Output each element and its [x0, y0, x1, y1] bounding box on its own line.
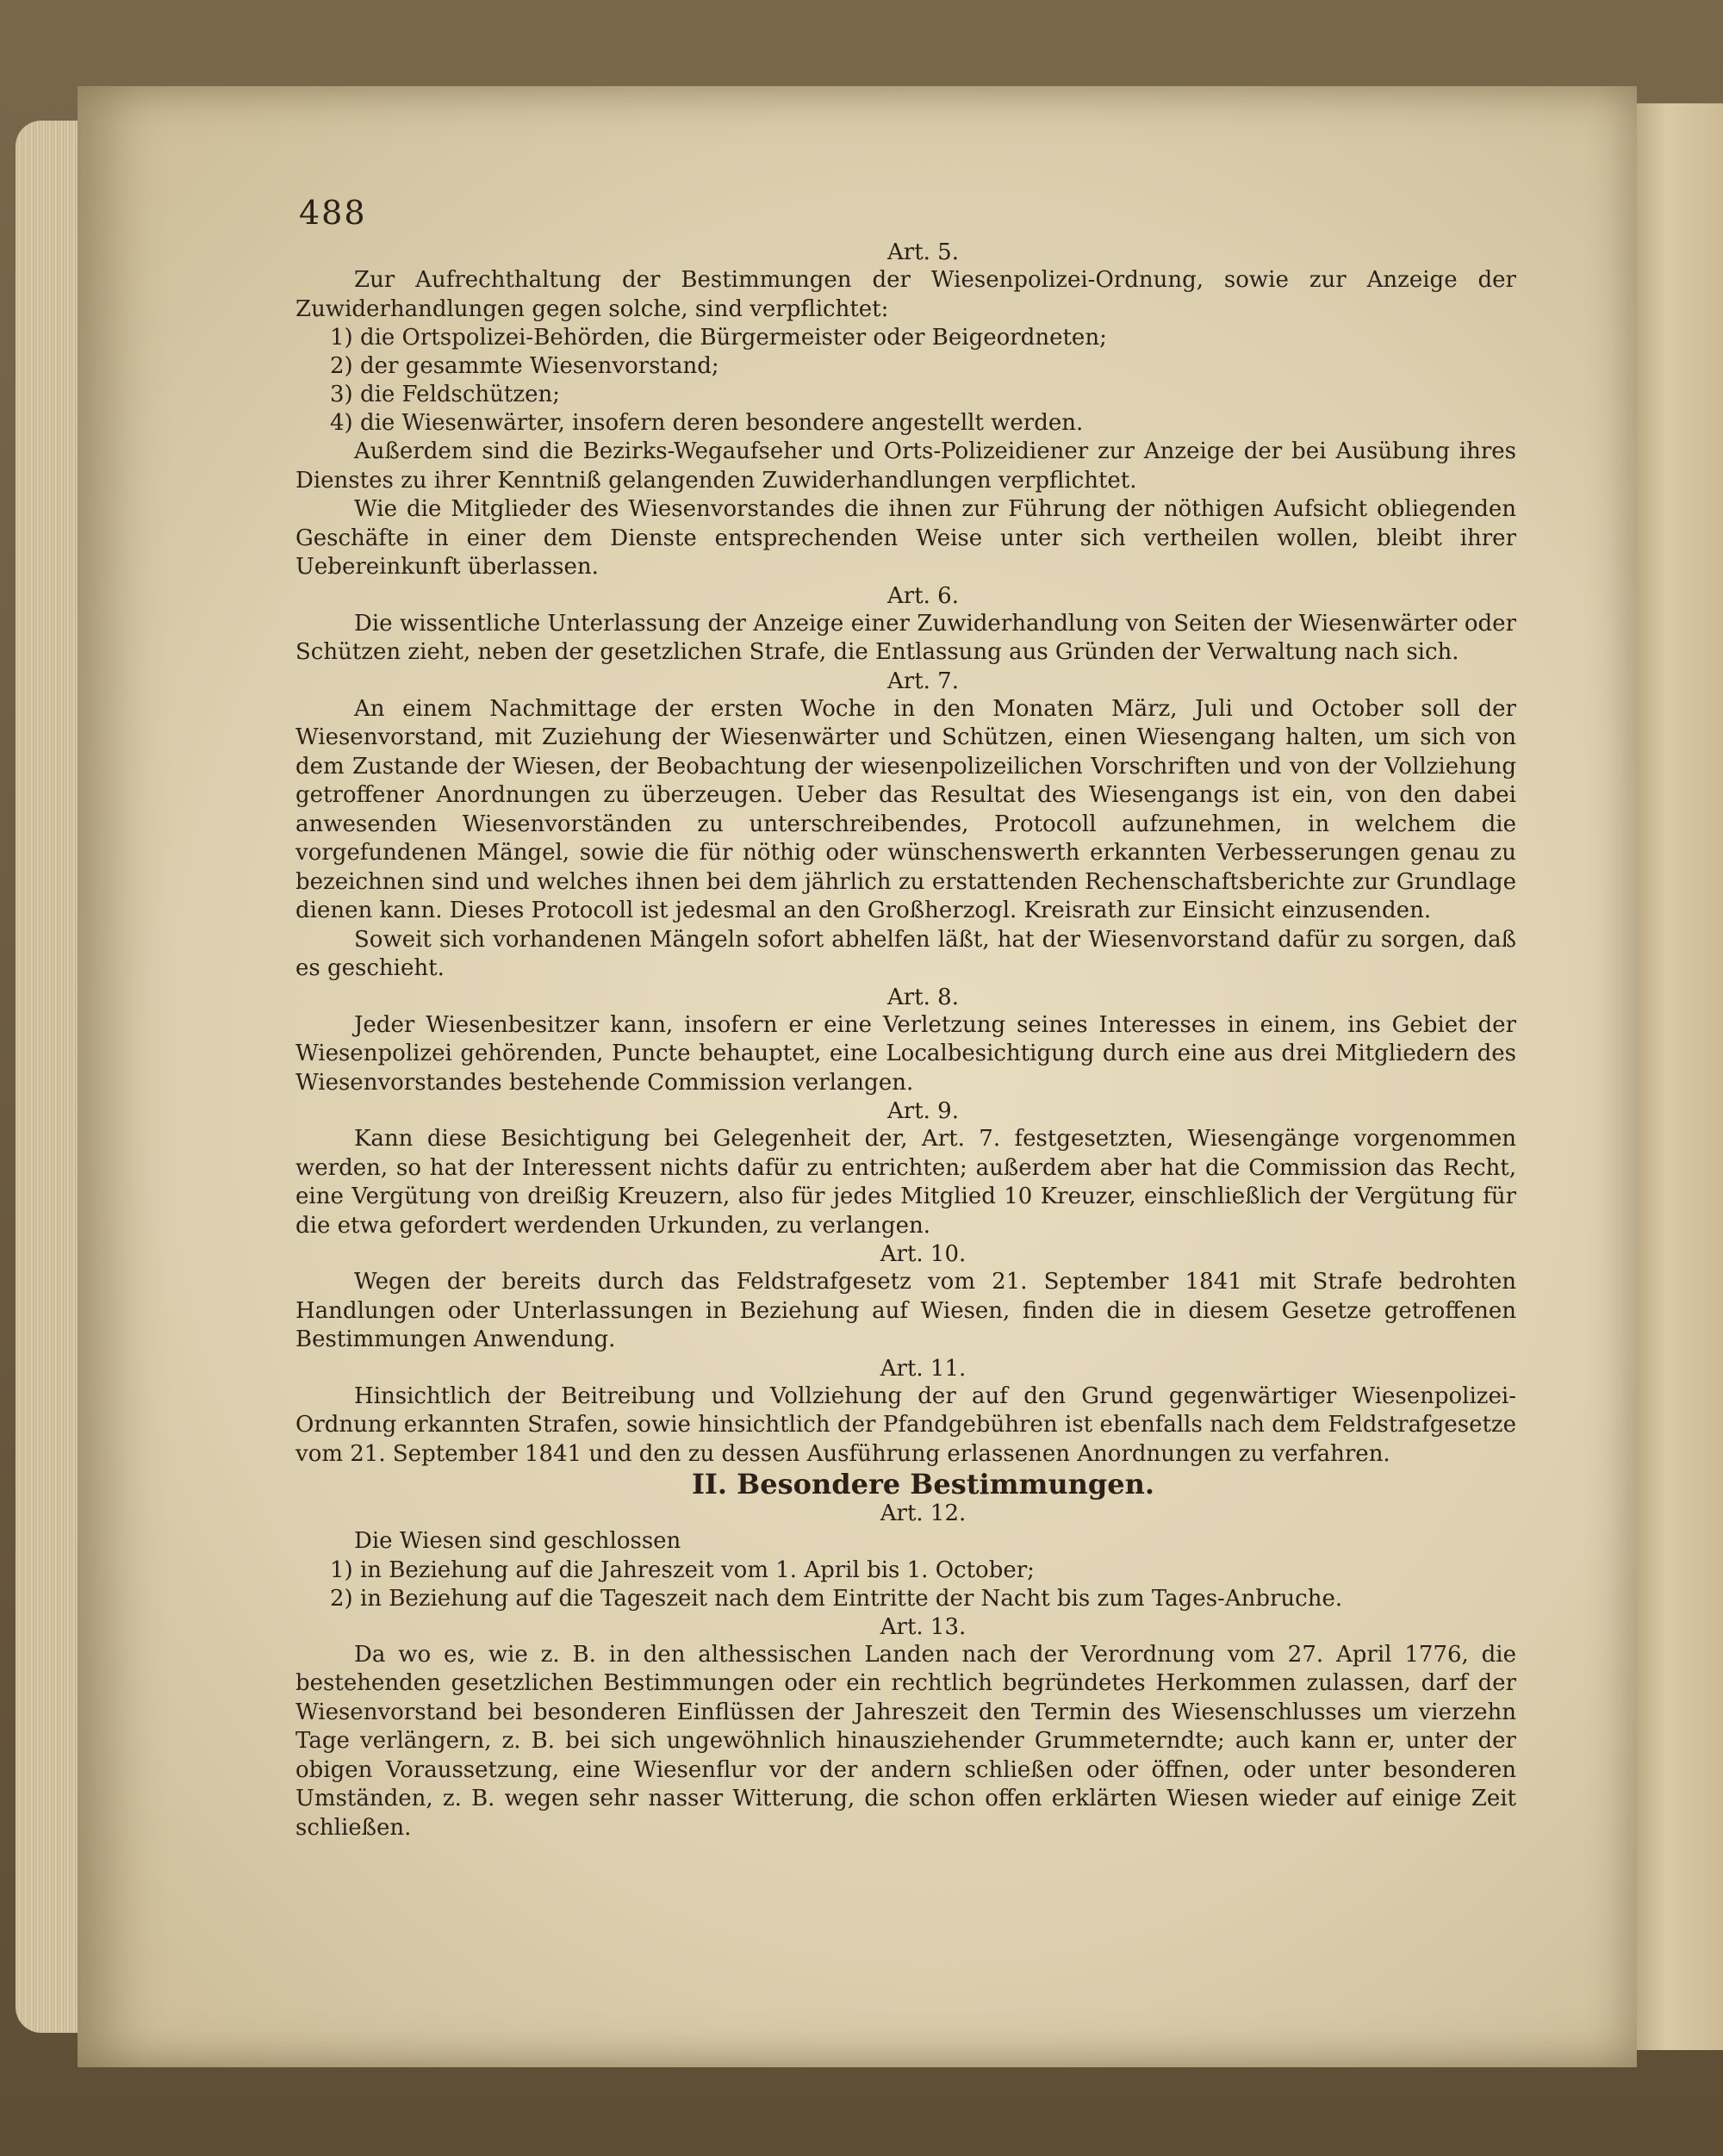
article-heading: Art. 10. — [880, 1241, 967, 1267]
article-heading: Art. 6. — [887, 582, 959, 609]
article-heading: Art. 11. — [880, 1355, 967, 1382]
list-item: 2) der gesammte Wiesenvorstand; — [330, 353, 719, 379]
paragraph: Jeder Wiesenbesitzer kann, insofern er eine Verletzung seines Interesses in einem, ins Gebiet der Wiesenpolizei gehörenden, Puncte behauptet, eine Localbesichtigung durch eine aus drei Mitgliedern des Wiesenvorstandes bestehende Commission verlangen. — [295, 1011, 1516, 1096]
article-heading: Art. 5. — [887, 239, 959, 265]
paragraph: Da wo es, wie z. B. in den althessischen Landen nach der Verordnung vom 27. April 1776, die bestehenden gesetzlichen Bestimmungen oder ein rechtlich begründetes Herkommen zulassen, darf der Wiesenvorstand bei besonderen Einflüssen der Jahreszeit den Termin des Wiesenschlusses um vierzehn Tage verlängern, z. B. bei sich ungewöhnlich hinausziehender Grummeterndte; auch kann er, unter der obigen Voraussetzung, eine Wiesenflur vor der andern schließen oder öffnen, oder unter besonderen Umständen, z. B. wegen sehr nasser Witterung, die schon offen erklärten Wiesen wieder auf einige Zeit schließen. — [295, 1641, 1516, 1841]
list-item: 2) in Beziehung auf die Tageszeit nach dem Eintritte der Nacht bis zum Tages-Anbruche. — [330, 1585, 1343, 1612]
paragraph: Außerdem sind die Bezirks-Wegaufseher und Orts-Polizeidiener zur Anzeige der bei Ausübung ihres Dienstes zu ihrer Kenntniß gelangenden Zuwiderhandlungen verpflichtet. — [295, 438, 1516, 494]
article-8 — [295, 984, 1516, 1098]
article-heading: Art. 9. — [887, 1098, 959, 1124]
paragraph: Zur Aufrechthaltung der Bestimmungen der Wiesenpolizei-Ordnung, sowie zur Anzeige der Zuwiderhandlungen gegen solche, sind verpflichtet: — [295, 267, 1516, 322]
article-10 — [295, 1240, 1516, 1355]
paragraph: Die wissentliche Unterlassung der Anzeige einer Zuwiderhandlung von Seiten der Wiesenwärter oder Schützen zieht, neben der gesetzlichen Strafe, die Entlassung aus Gründen der Verwaltung nach sich. — [295, 610, 1516, 665]
page-content — [295, 194, 1516, 1842]
paragraph: An einem Nachmittage der ersten Woche in den Monaten März, Juli und October soll der Wiesenvorstand, mit Zuziehung der Wiesenwärter und Schützen, einen Wiesengang halten, um sich von dem Zustande der Wiesen, der Beobachtung der wiesenpolizeilichen Vorschriften und von der Vollziehung getroffener Anordnungen zu überzeugen. Ueber das Resultat des Wiesengangs ist ein, von den dabei anwesenden Wiesenvorständen zu unterschreibendes, Protocoll aufzunehmen, in welchem die vorgefundenen Mängel, sowie die für nöthig oder wünschenswerth erkannten Verbesserungen genau zu bezeichnen sind und welches ihnen bei dem jährlich zu erstattenden Rechenschaftsberichte zur Grundlage dienen kann. Dieses Protocoll ist jedesmal an den Großherzogl. Kreisrath zur Einsicht einzusenden. — [295, 695, 1516, 923]
article-9 — [295, 1097, 1516, 1240]
article-6 — [295, 582, 1516, 668]
section-heading: II. Besondere Bestimmungen. — [691, 1468, 1155, 1501]
paragraph: Soweit sich vorhandenen Mängeln sofort abhelfen läßt, hat der Wiesenvorstand dafür zu sorgen, daß es geschieht. — [295, 926, 1516, 981]
facing-page-edge — [1628, 103, 1723, 2050]
list-item: 3) die Feldschützen; — [330, 382, 560, 407]
article-13 — [295, 1613, 1516, 1843]
article-heading: Art. 7. — [887, 668, 959, 694]
list-item: 1) in Beziehung auf die Jahreszeit vom 1. April bis 1. October; — [330, 1556, 1035, 1583]
list-item: 1) die Ortspolizei-Behörden, die Bürgermeister oder Beigeordneten; — [330, 325, 1107, 351]
article-heading: Art. 13. — [880, 1613, 967, 1640]
paragraph: Die Wiesen sind geschlossen — [354, 1528, 681, 1554]
article-heading: Art. 8. — [887, 984, 959, 1010]
paragraph: Hinsichtlich der Beitreibung und Vollziehung der auf den Grund gegenwärtiger Wiesenpolizei-Ordnung erkannten Strafen, sowie hinsichtlich der Pfandgebühren ist ebenfalls nach dem Feldstrafgesetze vom 21. September 1841 und den zu dessen Ausführung erlassenen Anordnungen zu verfahren. — [295, 1382, 1516, 1467]
article-12 — [295, 1500, 1516, 1613]
list-item: 4) die Wiesenwärter, insofern deren besondere angestellt werden. — [330, 410, 1084, 436]
article-7 — [295, 668, 1516, 984]
paragraph: Kann diese Besichtigung bei Gelegenheit der, Art. 7. festgesetzten, Wiesengänge vorgenommen werden, so hat der Interessent nichts dafür zu entrichten; außerdem aber hat die Commission das Recht, eine Vergütung von dreißig Kreuzern, also für jedes Mitglied 10 Kreuzer, einschließlich der Vergütung für die etwa gefordert werdenden Urkunden, zu verlangen. — [295, 1126, 1516, 1239]
article-11 — [295, 1355, 1516, 1469]
page-number: 488 — [299, 194, 367, 232]
article-5 — [295, 239, 1516, 582]
paragraph: Wegen der bereits durch das Feldstrafgesetz vom 21. September 1841 mit Strafe bedrohten Handlungen oder Unterlassungen in Beziehung auf Wiesen, finden die in diesem Gesetze getroffenen Bestimmungen Anwendung. — [295, 1269, 1516, 1352]
article-heading: Art. 12. — [880, 1501, 967, 1526]
paragraph: Wie die Mitglieder des Wiesenvorstandes die ihnen zur Führung der nöthigen Aufsicht obliegenden Geschäfte in einer dem Dienste entsprechenden Weise unter sich vertheilen wollen, bleibt ihrer Uebereinkunft überlassen. — [295, 496, 1516, 580]
